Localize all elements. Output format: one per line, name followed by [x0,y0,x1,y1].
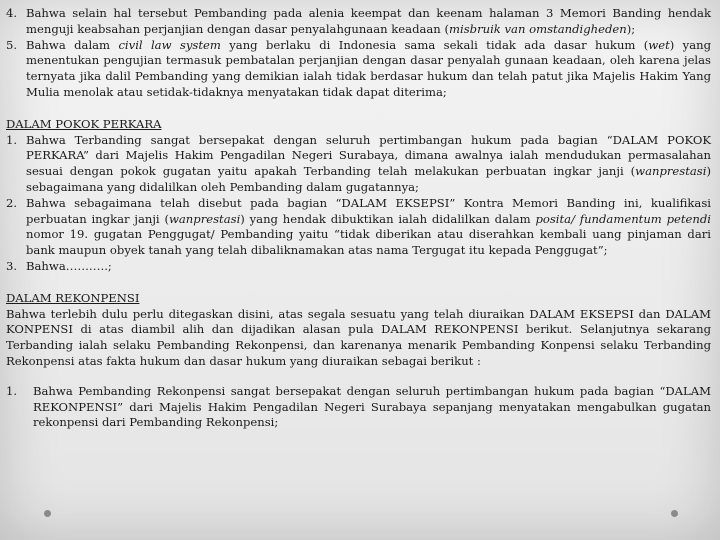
italic-term: posita/ fundamentum petendi [535,211,711,226]
list-item-text [26,38,711,101]
text-run: Bahwa selain hal tersebut Pembanding pada alenia keempat dan keenam halaman 3 Memori Banding hendak menguji keabsahan perjanjian dengan dasar penyalahgunaan keadaan ( [26,6,711,36]
text-run: ) yang menentukan pengujian termasuk pembatalan perjanjian dengan dasar penyalah gunaan keadaan, oleh karena jelas ternyata jika dalil Pembanding yang demikian ialah tidak berdasar hukum dan telah patut jika Majelis Hakim Yang Mulia menolak atau setidak-tidaknya menyatakan tidak dapat diterima; [26,37,711,99]
bullet-dot-decoration [44,510,51,517]
list-item-number: 3. [6,258,18,273]
italic-term: misbruik van omstandigheden [449,21,627,36]
italic-term: wanprestasi [168,211,241,226]
list-item [6,38,711,101]
list-item-number: 4. [6,6,18,20]
list-item-number: 1. [6,383,18,398]
list-item-text [26,133,711,196]
list-item [6,6,711,38]
list-item [6,259,711,275]
list-item-number: 2. [6,195,18,210]
list-item [6,384,711,431]
list-item-text [26,259,711,275]
list-item [6,196,711,259]
text-run: Bahwa………..; [26,258,112,273]
text-run: Bahwa dalam [26,37,119,52]
italic-term: civil law system [118,37,221,52]
rekonpensi-list [6,384,711,431]
list-item-text [26,196,711,259]
spacer [6,370,711,384]
text-run: yang berlaku di Indonesia sama sekali tidak ada dasar hukum ( [220,37,649,52]
text-run: ); [626,21,636,36]
list-item-number: 5. [6,37,18,52]
list-item [6,133,711,196]
text-run: Bahwa Terbanding sangat bersepakat dengan seluruh pertimbangan hukum pada bagian “DALAM POKOK PERKARA” dari Majelis Hakim Pengadilan Negeri Surabaya, dimana awalnya ialah mendudukan permasalahan sesuai dengan pokok gugatan yaitu apakah Terbanding telah melakukan perbuatan ingkar janji ( [26,132,711,179]
list-item-text [33,384,711,431]
text-run: Bahwa sebagaimana telah disebut pada bagian “DALAM EKSEPSI” Kontra Memori Banding ini, kualifikasi perbuatan ingkar janji ( [26,195,711,226]
text-run: ) yang hendak dibuktikan ialah didalilkan dalam [240,211,536,226]
pokok-perkara-list [6,133,711,275]
list-item-text [26,6,711,38]
document-body [6,6,711,431]
text-run: ) sebagaimana yang didalilkan oleh Pembanding dalam gugatannya; [26,164,711,194]
text-run: nomor 19. gugatan Penggugat/ Pembanding yaitu “tidak diberikan atau diserahkan kembali uang pinjaman dari bank maupun obyek tanah yang telah dibaliknamakan atas nama Tergugat itu kepada Penggugat”; [26,227,711,258]
list-item-number: 1. [6,132,18,147]
section-heading-rekonpensi: DALAM REKONPENSI [6,290,140,305]
italic-term: wanprestasi [635,164,707,179]
text-run: Bahwa Pembanding Rekonpensi sangat bersepakat dengan seluruh pertimbangan hukum pada bagian “DALAM REKONPENSI” dari Majelis Hakim Pengadilan Negeri Surabaya sepanjang menyatakan mengabulkan gugatan rekonpensi dari Pembanding Rekonpensi; [33,383,711,430]
bullet-dot-decoration [671,510,678,517]
lead-list [6,6,711,101]
italic-term: wet [648,37,670,52]
rekonpensi-paragraph: Bahwa terlebih dulu perlu ditegaskan disini, atas segala sesuatu yang telah diuraikan DALAM EKSEPSI dan DALAM KONPENSI di atas diambil alih dan dijadikan alasan pula DALAM REKONPENSI berikut. Selanjutnya sekarang Terbanding ialah selaku Pembanding Rekonpensi, dan karenanya menarik Pembanding Konpensi selaku Terbanding Rekonpensi atas fakta hukum dan dasar hukum yang diuraikan sebagai berikut : [6,306,711,368]
section-heading-pokok-perkara: DALAM POKOK PERKARA [6,116,162,131]
